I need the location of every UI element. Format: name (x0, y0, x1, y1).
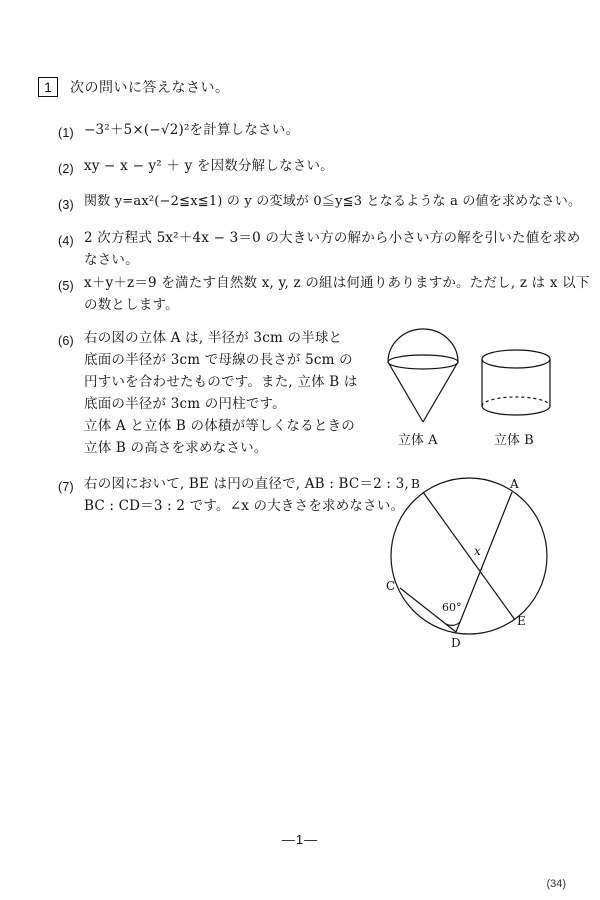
solid-b-figure (478, 344, 558, 424)
question-number: (1) (58, 126, 74, 140)
question-line: x＋y＋z＝9 を満たす自然数 x, y, z の組は何通りありますか。ただし, z は x 以下 (84, 275, 590, 291)
question-line: 右の図の立体 A は, 半径が 3cm の半球と (84, 330, 343, 346)
question-number: (5) (58, 279, 74, 293)
question-line: 底面の半径が 3cm で母線の長さが 5cm の (84, 352, 353, 368)
question-line: 底面の半径が 3cm の円柱です。 (84, 396, 286, 412)
point-c-label: C (386, 579, 396, 593)
question-line: 関数 y=ax²(−2≦x≦1) の y の変域が 0≦y≦3 となるような a の値を求めなさい。 (84, 194, 582, 209)
question-number: (4) (58, 234, 74, 248)
question-line: 立体 A と立体 B の体積が等しくなるときの (84, 418, 355, 434)
angle-60-label: 60° (442, 601, 462, 614)
cylinder-bottom-front (482, 406, 550, 415)
corner-number: (34) (546, 878, 566, 890)
question-line: BC : CD＝3 : 2 です。∠x の大きさを求めなさい。 (84, 498, 405, 514)
question-number: (7) (58, 480, 74, 494)
header-instruction: 次の問いに答えなさい。 (70, 80, 230, 96)
question-line: 右の図において, BE は円の直径で, AB : BC＝2 : 3, (84, 476, 409, 492)
question-number-box: 1 (38, 77, 58, 97)
question-line: の数とします。 (84, 297, 179, 313)
solid-a-label: 立体 A (398, 433, 438, 448)
question-line: なさい。 (84, 252, 139, 268)
question-number: (3) (58, 198, 74, 212)
question-line: 円すいを合わせたものです。また, 立体 B は (84, 374, 358, 390)
question-header (38, 76, 230, 98)
chord-ad (456, 492, 512, 632)
question-number: (6) (58, 334, 74, 348)
question-line: xy − x − y² ＋ y を因数分解しなさい。 (84, 158, 334, 174)
question-line: −3²＋5×(−√2)²を計算しなさい。 (84, 122, 300, 138)
point-e-label: E (517, 614, 526, 628)
cone-left-edge (388, 362, 423, 422)
angle-x-label: x (474, 544, 481, 558)
solid-b-label: 立体 B (494, 433, 534, 448)
cylinder-top (482, 350, 550, 368)
cylinder-bottom-back (482, 397, 550, 406)
question-number: (2) (58, 162, 74, 176)
circle-figure (380, 470, 560, 650)
question-line: 2 次方程式 5x²＋4x − 3＝0 の大きい方の解から小さい方の解を引いた値を求め (84, 230, 581, 246)
angle-60-arc (446, 622, 460, 625)
point-a-label: A (510, 477, 519, 491)
question-line: 立体 B の高さを求めなさい。 (84, 440, 268, 456)
hemisphere-base (388, 355, 458, 369)
page-number: —1— (281, 832, 319, 847)
point-d-label: D (451, 636, 461, 650)
point-b-label: B (411, 477, 420, 491)
cone-right-edge (423, 362, 458, 422)
